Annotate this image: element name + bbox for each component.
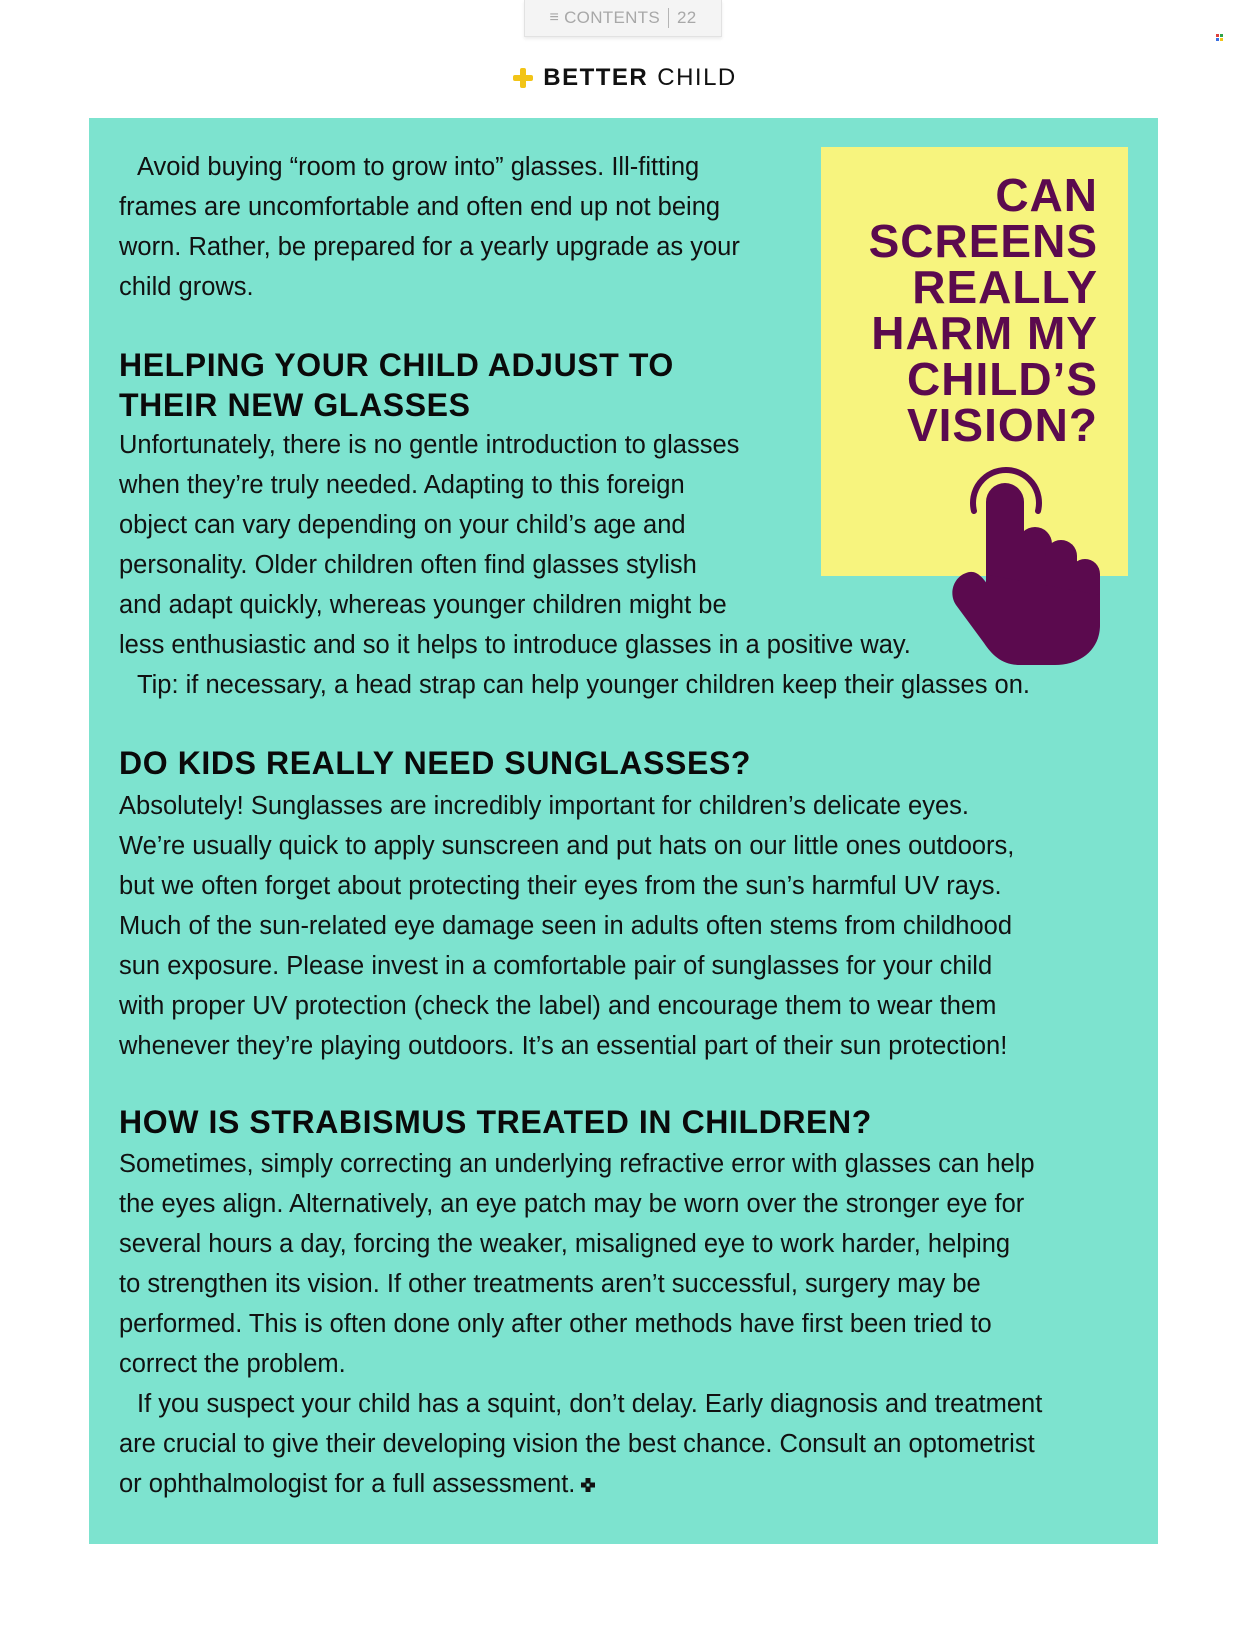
callout-title-line: VISION? [906,399,1098,451]
text-line: worn. Rather, be prepared for a yearly upgrade as your [119,233,740,261]
section-heading-sunglasses: DO KIDS REALLY NEED SUNGLASSES? [119,745,752,781]
callout-title-line: CAN [995,169,1098,221]
section-body-adjust [119,425,1030,705]
text-line: are crucial to give their developing vision the best chance. Consult an optometrist [119,1430,1035,1458]
text-line: Avoid buying “room to grow into” glasses. Ill-fitting [137,153,700,181]
text-line: We’re usually quick to apply sunscreen and put hats on our little ones outdoors, [119,832,1015,860]
text-line: less enthusiastic and so it helps to introduce glasses in a positive way. [119,631,911,659]
heading-line: THEIR NEW GLASSES [119,387,471,423]
text-line: Much of the sun-related eye damage seen in adults often stems from childhood [119,912,1013,940]
section-body-sunglasses [119,786,1014,1066]
page-number: 22 [677,8,697,27]
text-line: Sometimes, simply correcting an underlying refractive error with glasses can help [119,1150,1035,1178]
heading-line: HELPING YOUR CHILD ADJUST TO [119,347,674,383]
plus-icon [513,68,533,88]
text-line: performed. This is often done only after other methods have first been tried to [119,1310,992,1338]
text-line: and adapt quickly, whereas younger children might be [119,591,727,619]
section-masthead [0,64,1250,92]
section-heading-adjust [119,345,674,425]
section-body-strabismus [119,1144,1042,1504]
callout-title-line: REALLY [912,261,1098,313]
callout-title-line: HARM MY [871,307,1098,359]
text-line: child grows. [119,273,254,301]
text-line: If you suspect your child has a squint, don’t delay. Early diagnosis and treatment [137,1390,1043,1418]
text-line: Unfortunately, there is no gentle introduction to glasses [119,431,740,459]
callout-title [868,169,1098,451]
text-line: whenever they’re playing outdoors. It’s an essential part of their sun protection! [119,1032,1008,1060]
text-line: correct the problem. [119,1350,346,1378]
section-heading-strabismus: HOW IS STRABISMUS TREATED IN CHILDREN? [119,1104,872,1140]
text-line: but we often forget about protecting their eyes from the sun’s harmful UV rays. [119,872,1002,900]
text-line: sun exposure. Please invest in a comfortable pair of sunglasses for your child [119,952,993,980]
text-line: personality. Older children often find glasses stylish [119,551,697,579]
divider [668,8,669,28]
corner-mark-icon [1216,34,1223,41]
text-line: or ophthalmologist for a full assessment. [119,1470,576,1498]
brand-light: CHILD [657,64,737,91]
text-line: with proper UV protection (check the label) and encourage them to wear them [119,992,997,1020]
tip-text: Tip: if necessary, a head strap can help younger children keep their glasses on. [137,671,1031,699]
text-line: when they’re truly needed. Adapting to this foreign [119,471,685,499]
text-line: several hours a day, forcing the weaker, misaligned eye to work harder, helping [119,1230,1011,1258]
text-line: object can vary depending on your child’s age and [119,511,686,539]
contents-button[interactable] [524,0,722,37]
intro-paragraph [119,147,740,307]
callout-title-line: SCREENS [868,215,1098,267]
text-line: to strengthen its vision. If other treatments aren’t successful, surgery may be [119,1270,981,1298]
brand-bold: BETTER [543,64,649,91]
text-line: the eyes align. Alternatively, an eye patch may be worn over the stronger eye for [119,1190,1025,1218]
contents-label: CONTENTS [564,8,661,27]
text-line: frames are uncomfortable and often end up not being [119,193,721,221]
callout-title-line: CHILD’S [907,353,1098,405]
menu-icon: ≡ [549,9,560,26]
text-line: Absolutely! Sunglasses are incredibly important for children’s delicate eyes. [119,792,969,820]
end-of-article-icon [581,1478,595,1492]
